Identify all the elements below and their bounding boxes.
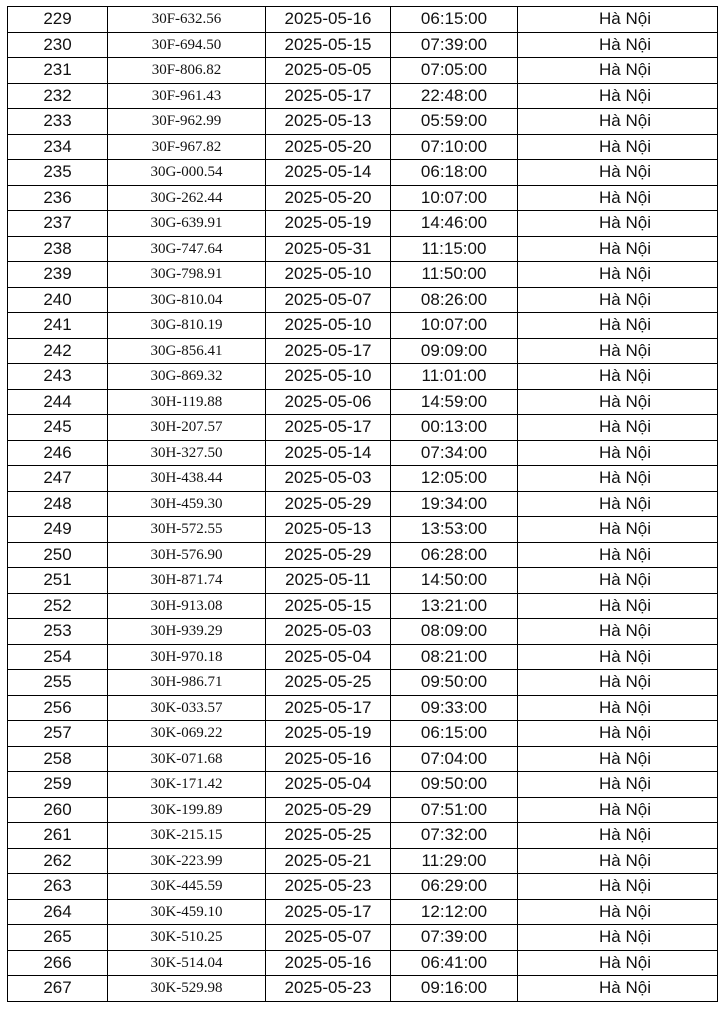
date-cell: 2025-05-14 xyxy=(266,440,391,466)
license-plate-cell: 30G-639.91 xyxy=(108,211,266,237)
date-cell: 2025-05-06 xyxy=(266,389,391,415)
date-cell: 2025-05-03 xyxy=(266,466,391,492)
date-cell: 2025-05-07 xyxy=(266,925,391,951)
date-cell: 2025-05-25 xyxy=(266,670,391,696)
time-cell: 13:53:00 xyxy=(391,517,518,543)
time-cell: 13:21:00 xyxy=(391,593,518,619)
location-cell: Hà Nội xyxy=(518,287,718,313)
license-plate-cell: 30F-967.82 xyxy=(108,134,266,160)
row-index-cell: 240 xyxy=(8,287,108,313)
time-cell: 06:41:00 xyxy=(391,950,518,976)
table-row xyxy=(8,262,718,288)
time-cell: 08:21:00 xyxy=(391,644,518,670)
license-plate-cell: 30K-033.57 xyxy=(108,695,266,721)
date-cell: 2025-05-13 xyxy=(266,517,391,543)
row-index-cell: 250 xyxy=(8,542,108,568)
license-plate-cell: 30K-223.99 xyxy=(108,848,266,874)
date-cell: 2025-05-23 xyxy=(266,976,391,1002)
location-cell: Hà Nội xyxy=(518,823,718,849)
row-index-cell: 242 xyxy=(8,338,108,364)
license-plate-cell: 30F-962.99 xyxy=(108,109,266,135)
location-cell: Hà Nội xyxy=(518,848,718,874)
row-index-cell: 265 xyxy=(8,925,108,951)
table-row xyxy=(8,797,718,823)
row-index-cell: 255 xyxy=(8,670,108,696)
table-row xyxy=(8,721,718,747)
license-plate-cell: 30K-445.59 xyxy=(108,874,266,900)
row-index-cell: 256 xyxy=(8,695,108,721)
location-cell: Hà Nội xyxy=(518,83,718,109)
date-cell: 2025-05-10 xyxy=(266,262,391,288)
row-index-cell: 258 xyxy=(8,746,108,772)
time-cell: 06:15:00 xyxy=(391,7,518,33)
row-index-cell: 259 xyxy=(8,772,108,798)
date-cell: 2025-05-16 xyxy=(266,746,391,772)
table-row xyxy=(8,925,718,951)
location-cell: Hà Nội xyxy=(518,415,718,441)
date-cell: 2025-05-16 xyxy=(266,7,391,33)
time-cell: 09:50:00 xyxy=(391,670,518,696)
time-cell: 07:39:00 xyxy=(391,32,518,58)
time-cell: 07:04:00 xyxy=(391,746,518,772)
table-row xyxy=(8,517,718,543)
date-cell: 2025-05-21 xyxy=(266,848,391,874)
location-cell: Hà Nội xyxy=(518,797,718,823)
license-plate-cell: 30F-694.50 xyxy=(108,32,266,58)
location-cell: Hà Nội xyxy=(518,670,718,696)
license-plate-cell: 30F-632.56 xyxy=(108,7,266,33)
date-cell: 2025-05-17 xyxy=(266,899,391,925)
row-index-cell: 260 xyxy=(8,797,108,823)
location-cell: Hà Nội xyxy=(518,644,718,670)
date-cell: 2025-05-04 xyxy=(266,772,391,798)
license-plate-cell: 30H-459.30 xyxy=(108,491,266,517)
row-index-cell: 257 xyxy=(8,721,108,747)
date-cell: 2025-05-17 xyxy=(266,695,391,721)
location-cell: Hà Nội xyxy=(518,262,718,288)
license-plate-cell: 30H-871.74 xyxy=(108,568,266,594)
date-cell: 2025-05-17 xyxy=(266,415,391,441)
location-cell: Hà Nội xyxy=(518,160,718,186)
location-cell: Hà Nội xyxy=(518,695,718,721)
date-cell: 2025-05-31 xyxy=(266,236,391,262)
location-cell: Hà Nội xyxy=(518,466,718,492)
row-index-cell: 252 xyxy=(8,593,108,619)
time-cell: 06:29:00 xyxy=(391,874,518,900)
time-cell: 07:39:00 xyxy=(391,925,518,951)
table-row xyxy=(8,848,718,874)
row-index-cell: 266 xyxy=(8,950,108,976)
table-row xyxy=(8,976,718,1002)
license-plate-cell: 30H-576.90 xyxy=(108,542,266,568)
table-row xyxy=(8,568,718,594)
license-plate-cell: 30H-970.18 xyxy=(108,644,266,670)
table-row xyxy=(8,7,718,33)
date-cell: 2025-05-16 xyxy=(266,950,391,976)
location-cell: Hà Nội xyxy=(518,746,718,772)
location-cell: Hà Nội xyxy=(518,109,718,135)
license-plate-cell: 30H-438.44 xyxy=(108,466,266,492)
date-cell: 2025-05-10 xyxy=(266,313,391,339)
date-cell: 2025-05-29 xyxy=(266,491,391,517)
row-index-cell: 264 xyxy=(8,899,108,925)
license-plate-cell: 30H-986.71 xyxy=(108,670,266,696)
license-plate-cell: 30H-119.88 xyxy=(108,389,266,415)
row-index-cell: 251 xyxy=(8,568,108,594)
time-cell: 07:51:00 xyxy=(391,797,518,823)
license-plate-cell: 30G-810.04 xyxy=(108,287,266,313)
location-cell: Hà Nội xyxy=(518,211,718,237)
time-cell: 19:34:00 xyxy=(391,491,518,517)
row-index-cell: 239 xyxy=(8,262,108,288)
license-plate-cell: 30G-798.91 xyxy=(108,262,266,288)
time-cell: 12:12:00 xyxy=(391,899,518,925)
table-row xyxy=(8,109,718,135)
license-plate-cell: 30K-069.22 xyxy=(108,721,266,747)
time-cell: 10:07:00 xyxy=(391,313,518,339)
license-plate-cell: 30K-215.15 xyxy=(108,823,266,849)
row-index-cell: 237 xyxy=(8,211,108,237)
table-row xyxy=(8,185,718,211)
date-cell: 2025-05-04 xyxy=(266,644,391,670)
time-cell: 09:09:00 xyxy=(391,338,518,364)
license-plate-cell: 30K-199.89 xyxy=(108,797,266,823)
location-cell: Hà Nội xyxy=(518,874,718,900)
date-cell: 2025-05-13 xyxy=(266,109,391,135)
time-cell: 11:50:00 xyxy=(391,262,518,288)
location-cell: Hà Nội xyxy=(518,593,718,619)
location-cell: Hà Nội xyxy=(518,772,718,798)
row-index-cell: 254 xyxy=(8,644,108,670)
violation-table xyxy=(7,6,718,1002)
time-cell: 07:10:00 xyxy=(391,134,518,160)
row-index-cell: 262 xyxy=(8,848,108,874)
table-row xyxy=(8,287,718,313)
location-cell: Hà Nội xyxy=(518,440,718,466)
table-row xyxy=(8,364,718,390)
table-row xyxy=(8,619,718,645)
license-plate-cell: 30H-939.29 xyxy=(108,619,266,645)
date-cell: 2025-05-17 xyxy=(266,338,391,364)
table-row xyxy=(8,58,718,84)
location-cell: Hà Nội xyxy=(518,568,718,594)
location-cell: Hà Nội xyxy=(518,950,718,976)
license-plate-cell: 30G-869.32 xyxy=(108,364,266,390)
time-cell: 08:09:00 xyxy=(391,619,518,645)
table-row xyxy=(8,491,718,517)
table-row xyxy=(8,542,718,568)
table-row xyxy=(8,823,718,849)
time-cell: 14:46:00 xyxy=(391,211,518,237)
date-cell: 2025-05-29 xyxy=(266,542,391,568)
row-index-cell: 267 xyxy=(8,976,108,1002)
time-cell: 06:28:00 xyxy=(391,542,518,568)
date-cell: 2025-05-10 xyxy=(266,364,391,390)
date-cell: 2025-05-19 xyxy=(266,211,391,237)
license-plate-cell: 30K-459.10 xyxy=(108,899,266,925)
table-row xyxy=(8,772,718,798)
table-row xyxy=(8,466,718,492)
date-cell: 2025-05-07 xyxy=(266,287,391,313)
table-row xyxy=(8,874,718,900)
table-row xyxy=(8,593,718,619)
date-cell: 2025-05-20 xyxy=(266,134,391,160)
location-cell: Hà Nội xyxy=(518,58,718,84)
date-cell: 2025-05-20 xyxy=(266,185,391,211)
time-cell: 12:05:00 xyxy=(391,466,518,492)
table-row xyxy=(8,440,718,466)
license-plate-cell: 30G-856.41 xyxy=(108,338,266,364)
row-index-cell: 246 xyxy=(8,440,108,466)
row-index-cell: 231 xyxy=(8,58,108,84)
location-cell: Hà Nội xyxy=(518,619,718,645)
row-index-cell: 236 xyxy=(8,185,108,211)
time-cell: 09:50:00 xyxy=(391,772,518,798)
table-row xyxy=(8,83,718,109)
time-cell: 06:18:00 xyxy=(391,160,518,186)
date-cell: 2025-05-19 xyxy=(266,721,391,747)
license-plate-cell: 30K-171.42 xyxy=(108,772,266,798)
row-index-cell: 241 xyxy=(8,313,108,339)
license-plate-cell: 30G-810.19 xyxy=(108,313,266,339)
license-plate-cell: 30F-961.43 xyxy=(108,83,266,109)
location-cell: Hà Nội xyxy=(518,721,718,747)
time-cell: 00:13:00 xyxy=(391,415,518,441)
location-cell: Hà Nội xyxy=(518,313,718,339)
location-cell: Hà Nội xyxy=(518,134,718,160)
location-cell: Hà Nội xyxy=(518,364,718,390)
date-cell: 2025-05-25 xyxy=(266,823,391,849)
row-index-cell: 263 xyxy=(8,874,108,900)
row-index-cell: 253 xyxy=(8,619,108,645)
license-plate-cell: 30G-262.44 xyxy=(108,185,266,211)
table-row xyxy=(8,670,718,696)
row-index-cell: 238 xyxy=(8,236,108,262)
table-row xyxy=(8,415,718,441)
table-row xyxy=(8,160,718,186)
violation-table-body xyxy=(8,7,718,1002)
time-cell: 11:01:00 xyxy=(391,364,518,390)
location-cell: Hà Nội xyxy=(518,185,718,211)
location-cell: Hà Nội xyxy=(518,32,718,58)
license-plate-cell: 30K-071.68 xyxy=(108,746,266,772)
table-row xyxy=(8,899,718,925)
time-cell: 11:15:00 xyxy=(391,236,518,262)
location-cell: Hà Nội xyxy=(518,389,718,415)
date-cell: 2025-05-23 xyxy=(266,874,391,900)
table-row xyxy=(8,236,718,262)
time-cell: 22:48:00 xyxy=(391,83,518,109)
time-cell: 09:16:00 xyxy=(391,976,518,1002)
license-plate-cell: 30K-514.04 xyxy=(108,950,266,976)
table-row xyxy=(8,338,718,364)
table-row xyxy=(8,695,718,721)
date-cell: 2025-05-11 xyxy=(266,568,391,594)
table-row xyxy=(8,746,718,772)
time-cell: 07:32:00 xyxy=(391,823,518,849)
time-cell: 07:34:00 xyxy=(391,440,518,466)
date-cell: 2025-05-17 xyxy=(266,83,391,109)
time-cell: 09:33:00 xyxy=(391,695,518,721)
license-plate-cell: 30H-207.57 xyxy=(108,415,266,441)
row-index-cell: 229 xyxy=(8,7,108,33)
location-cell: Hà Nội xyxy=(518,899,718,925)
date-cell: 2025-05-03 xyxy=(266,619,391,645)
row-index-cell: 233 xyxy=(8,109,108,135)
table-row xyxy=(8,644,718,670)
row-index-cell: 243 xyxy=(8,364,108,390)
date-cell: 2025-05-29 xyxy=(266,797,391,823)
table-row xyxy=(8,134,718,160)
time-cell: 10:07:00 xyxy=(391,185,518,211)
date-cell: 2025-05-14 xyxy=(266,160,391,186)
date-cell: 2025-05-05 xyxy=(266,58,391,84)
table-row xyxy=(8,389,718,415)
row-index-cell: 261 xyxy=(8,823,108,849)
table-row xyxy=(8,32,718,58)
location-cell: Hà Nội xyxy=(518,7,718,33)
license-plate-cell: 30H-327.50 xyxy=(108,440,266,466)
time-cell: 06:15:00 xyxy=(391,721,518,747)
row-index-cell: 234 xyxy=(8,134,108,160)
location-cell: Hà Nội xyxy=(518,491,718,517)
row-index-cell: 248 xyxy=(8,491,108,517)
date-cell: 2025-05-15 xyxy=(266,32,391,58)
location-cell: Hà Nội xyxy=(518,236,718,262)
location-cell: Hà Nội xyxy=(518,925,718,951)
license-plate-cell: 30K-510.25 xyxy=(108,925,266,951)
time-cell: 14:59:00 xyxy=(391,389,518,415)
time-cell: 08:26:00 xyxy=(391,287,518,313)
row-index-cell: 244 xyxy=(8,389,108,415)
row-index-cell: 230 xyxy=(8,32,108,58)
location-cell: Hà Nội xyxy=(518,517,718,543)
row-index-cell: 232 xyxy=(8,83,108,109)
location-cell: Hà Nội xyxy=(518,542,718,568)
row-index-cell: 249 xyxy=(8,517,108,543)
table-row xyxy=(8,950,718,976)
table-row xyxy=(8,313,718,339)
license-plate-cell: 30H-572.55 xyxy=(108,517,266,543)
location-cell: Hà Nội xyxy=(518,976,718,1002)
license-plate-cell: 30H-913.08 xyxy=(108,593,266,619)
table-row xyxy=(8,211,718,237)
time-cell: 14:50:00 xyxy=(391,568,518,594)
time-cell: 05:59:00 xyxy=(391,109,518,135)
time-cell: 11:29:00 xyxy=(391,848,518,874)
license-plate-cell: 30G-747.64 xyxy=(108,236,266,262)
location-cell: Hà Nội xyxy=(518,338,718,364)
license-plate-cell: 30F-806.82 xyxy=(108,58,266,84)
row-index-cell: 235 xyxy=(8,160,108,186)
license-plate-cell: 30K-529.98 xyxy=(108,976,266,1002)
time-cell: 07:05:00 xyxy=(391,58,518,84)
row-index-cell: 247 xyxy=(8,466,108,492)
date-cell: 2025-05-15 xyxy=(266,593,391,619)
license-plate-cell: 30G-000.54 xyxy=(108,160,266,186)
row-index-cell: 245 xyxy=(8,415,108,441)
